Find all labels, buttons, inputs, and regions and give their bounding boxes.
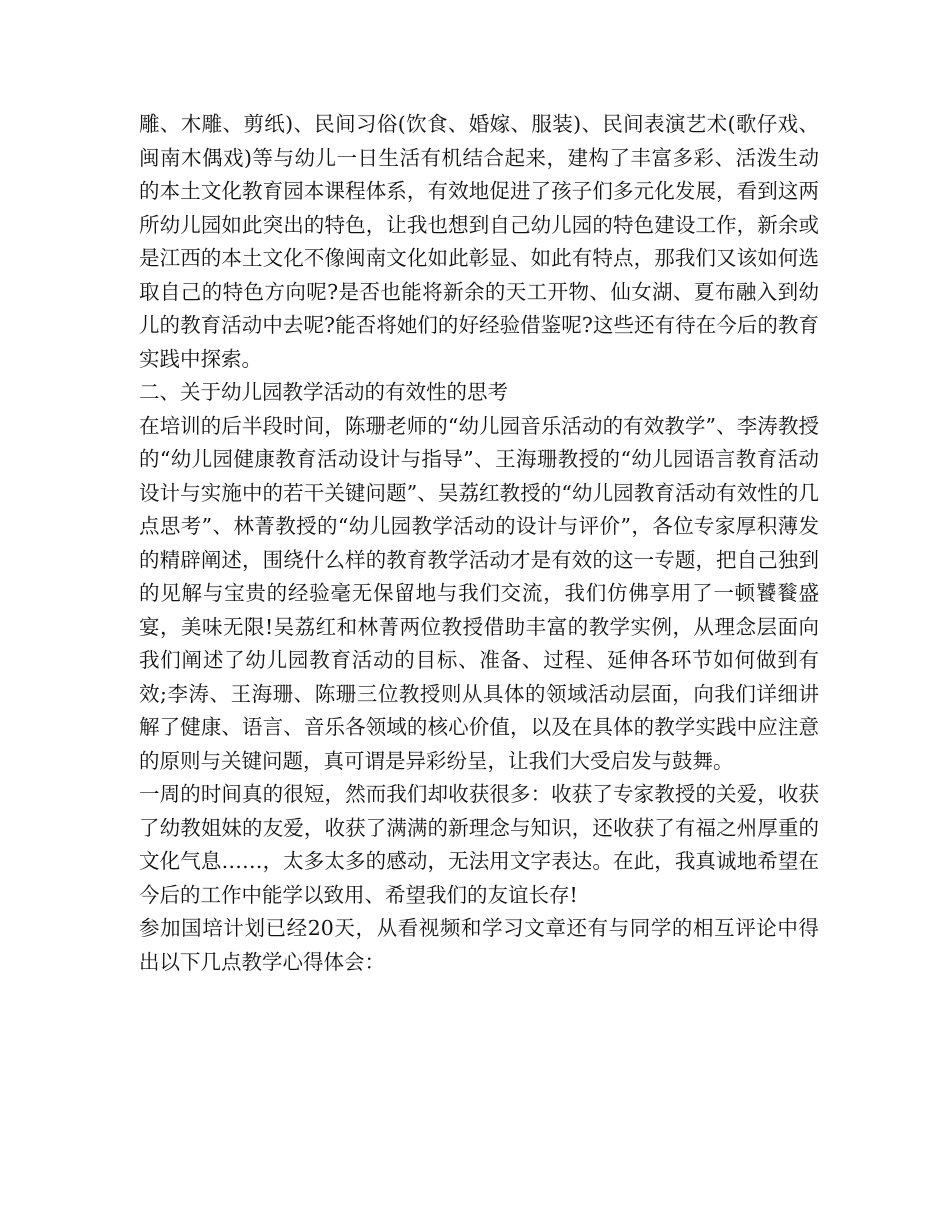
paragraph-local-culture: 雕、木雕、剪纸)、民间习俗(饮食、婚嫁、服装)、民间表演艺术(歌仔戏、闽南木偶戏)等与幼儿一日生活有机结合起来，建构了丰富多彩、活泼生动的本土文化教育园本课程体系，有效地促进了孩子们多元化发展，看到这两所幼儿园如此突出的特色，让我也想到自己幼儿园的特色建设工作，新余或是江西的本土文化不像闽南文化如此彰显、如此有特点，那我们又该如何选取自己的特色方向呢?是否也能将新余的天工开物、仙女湖、夏布融入到幼儿的教育活动中去呢?能否将她们的好经验借鉴呢?这些还有待在今后的教育实践中探索。: [139, 112, 819, 371]
document-body: [139, 108, 819, 979]
section-heading-effectiveness: 二、关于幼儿园教学活动的有效性的思考: [139, 380, 508, 404]
paragraph-expert-lectures: 在培训的后半段时间，陈珊老师的“幼儿园音乐活动的有效教学”、李涛教授的“幼儿园健康教育活动设计与指导”、王海珊教授的“幼儿园语言教育活动设计与实施中的若干关键问题”、吴荔红教授的“幼儿园教育活动有效性的几点思考”、林菁教授的“幼儿园教学活动的设计与评价”，各位专家厚积薄发的精辟阐述，围绕什么样的教育教学活动才是有效的这一专题，把自己独到的见解与宝贵的经验毫无保留地与我们交流，我们仿佛享用了一顿饕餮盛宴，美味无限!吴荔红和林菁两位教授借助丰富的教学实例，从理念层面向我们阐述了幼儿园教育活动的目标、准备、过程、延伸各环节如何做到有效;李涛、王海珊、陈珊三位教授则从具体的领域活动层面，向我们详细讲解了健康、语言、音乐各领域的核心价值，以及在具体的教学实践中应注意的原则与关键问题，真可谓是异彩纷呈，让我们大受启发与鼓舞。: [139, 413, 819, 773]
paragraph-week-harvest: 一周的时间真的很短，然而我们却收获很多：收获了专家教授的关爱，收获了幼教姐妹的友爱，收获了满满的新理念与知识，还收获了有福之州厚重的文化气息……，太多太多的感动，无法用文字表达。在此，我真诚地希望在今后的工作中能学以致用、希望我们的友谊长存!: [139, 782, 819, 907]
paragraph-guopei-intro: 参加国培计划已经20天，从看视频和学习文章还有与同学的相互评论中得出以下几点教学心得体会：: [139, 916, 819, 974]
